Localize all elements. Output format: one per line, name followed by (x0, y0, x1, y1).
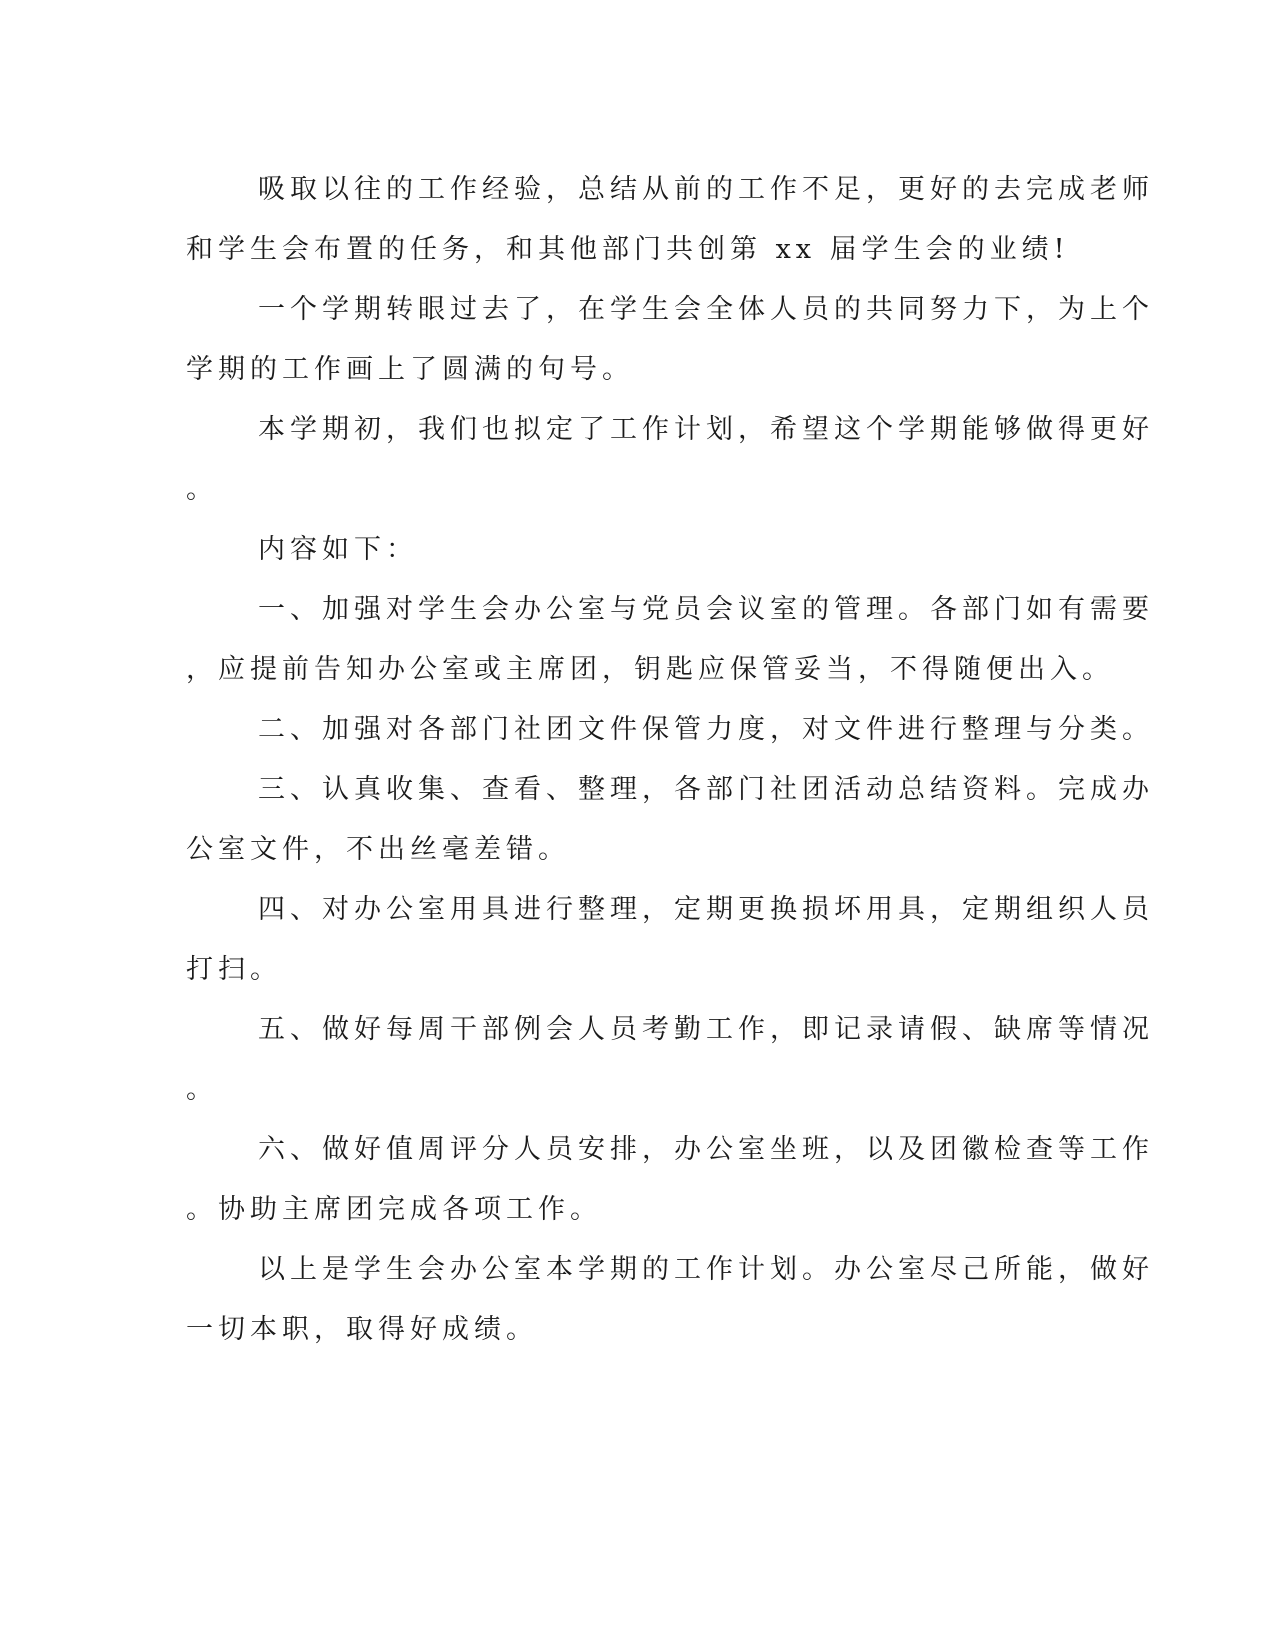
text-line: 以上是学生会办公室本学期的工作计划。办公室尽己所能，做好 (258, 1254, 1154, 1285)
text-line: 学期的工作画上了圆满的句号。 (186, 354, 634, 385)
text-line: 本学期初，我们也拟定了工作计划，希望这个学期能够做得更好 (258, 414, 1154, 445)
text-line: 打扫。 (186, 954, 282, 985)
text-line: 。 (186, 1074, 218, 1105)
text-line: 。协助主席团完成各项工作。 (186, 1194, 602, 1225)
text-line: 一切本职，取得好成绩。 (186, 1314, 538, 1345)
text-line: 。 (186, 474, 218, 505)
text-line: 一、加强对学生会办公室与党员会议室的管理。各部门如有需要 (258, 594, 1154, 625)
text-line: 五、做好每周干部例会人员考勤工作，即记录请假、缺席等情况 (258, 1014, 1154, 1045)
text-line: 内容如下： (258, 534, 418, 565)
text-line: 二、加强对各部门社团文件保管力度，对文件进行整理与分类。 (258, 714, 1154, 745)
text-line: 一个学期转眼过去了，在学生会全体人员的共同努力下，为上个 (258, 294, 1154, 325)
text-line: 公室文件，不出丝毫差错。 (186, 834, 570, 865)
text-line: 六、做好值周评分人员安排，办公室坐班，以及团徽检查等工作 (258, 1134, 1154, 1165)
text-line: 三、认真收集、查看、整理，各部门社团活动总结资料。完成办 (258, 774, 1154, 805)
text-line: 四、对办公室用具进行整理，定期更换损坏用具，定期组织人员 (258, 894, 1154, 925)
text-line: ，应提前告知办公室或主席团，钥匙应保管妥当，不得随便出入。 (186, 654, 1114, 685)
document-body (186, 160, 1154, 1360)
text-line: 吸取以往的工作经验，总结从前的工作不足，更好的去完成老师 (258, 174, 1154, 205)
text-line: 和学生会布置的任务，和其他部门共创第 xx 届学生会的业绩! (186, 234, 1070, 265)
